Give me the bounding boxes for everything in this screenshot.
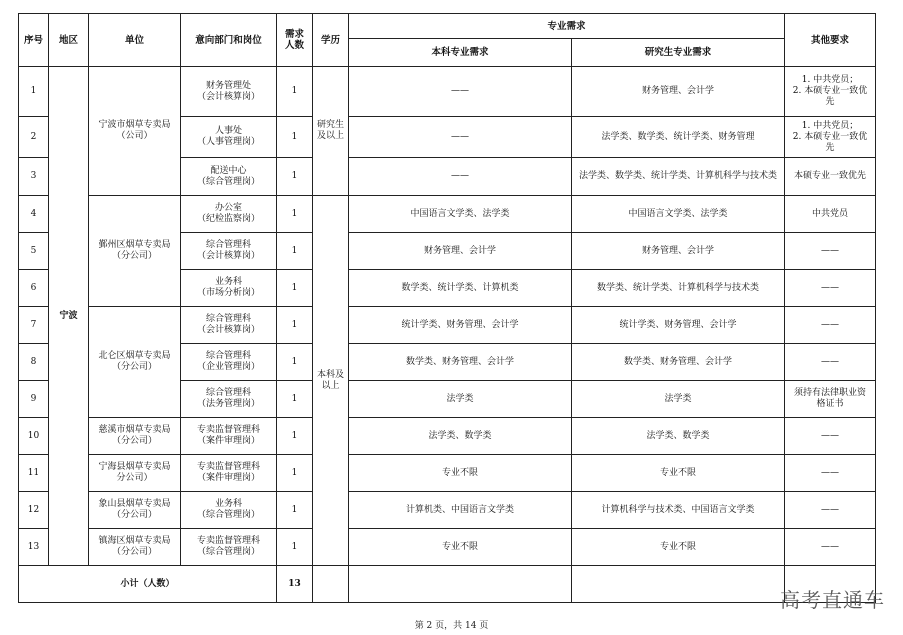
major-undergrad-cell: 中国语言文学类、法学类 <box>349 196 572 233</box>
other-cell: —— <box>785 418 876 455</box>
dept-cell <box>181 117 277 158</box>
region-cell: 宁波 <box>49 67 89 566</box>
other-cell: —— <box>785 270 876 307</box>
dept-position: （案件审理岗） <box>196 473 260 483</box>
header-other: 其他要求 <box>785 14 876 67</box>
major-grad-cell: 法学类 <box>572 381 785 418</box>
major-grad-cell: 计算机科学与技术类、中国语言文学类 <box>572 492 785 529</box>
unit-cell <box>89 67 181 196</box>
major-grad-cell: 中国语言文学类、法学类 <box>572 196 785 233</box>
row-seq: 11 <box>19 455 49 492</box>
row-count: 1 <box>277 418 313 455</box>
row-seq: 3 <box>19 158 49 196</box>
unit-name: 鄞州区烟草专卖局 <box>98 240 171 250</box>
table-row <box>19 196 876 233</box>
unit-suffix: （分公司） <box>111 547 157 557</box>
other-cell: 本硕专业一致优先 <box>785 158 876 196</box>
table-row <box>19 418 876 455</box>
dept-position: （企业管理岗） <box>196 362 260 372</box>
major-undergrad-cell: 法学类、数学类 <box>349 418 572 455</box>
unit-name: 北仑区烟草专卖局 <box>98 351 171 361</box>
other-line: 1. 中共党员； <box>801 75 859 85</box>
row-seq: 2 <box>19 117 49 158</box>
unit-cell <box>89 492 181 529</box>
dept-name: 综合管理科 <box>205 314 251 324</box>
education-cell <box>313 67 349 196</box>
dept-cell <box>181 270 277 307</box>
dept-name: 配送中心 <box>210 165 247 176</box>
major-undergrad-cell: 专业不限 <box>349 529 572 566</box>
dept-position: （综合管理岗） <box>196 176 260 187</box>
major-grad-cell: 数学类、财务管理、会计学 <box>572 344 785 381</box>
other-line: 2. 本硕专业一致优 <box>792 86 868 96</box>
major-grad-cell: 法学类、数学类、统计学类、财务管理 <box>572 117 785 158</box>
education-cell <box>313 196 349 566</box>
row-count: 1 <box>277 196 313 233</box>
row-count: 1 <box>277 381 313 418</box>
dept-cell <box>181 344 277 381</box>
dept-position: （市场分析岗） <box>196 288 260 298</box>
header-count <box>277 14 313 67</box>
major-undergrad-cell: 财务管理、会计学 <box>349 233 572 270</box>
row-seq: 9 <box>19 381 49 418</box>
watermark: 高考直通车 <box>780 588 885 612</box>
other-cell <box>785 67 876 117</box>
table-row <box>19 455 876 492</box>
row-seq: 1 <box>19 67 49 117</box>
major-grad-cell: 法学类、数学类 <box>572 418 785 455</box>
dept-cell <box>181 529 277 566</box>
unit-suffix: （分公司） <box>111 510 157 520</box>
row-count: 1 <box>277 67 313 117</box>
unit-name: 镇海区烟草专卖局 <box>98 536 171 546</box>
subtotal-count: 13 <box>277 566 313 603</box>
other-cell: —— <box>785 307 876 344</box>
major-undergrad-cell: 计算机类、中国语言文学类 <box>349 492 572 529</box>
dept-cell <box>181 233 277 270</box>
recruitment-table <box>18 13 876 603</box>
major-grad-cell: 财务管理、会计学 <box>572 67 785 117</box>
dept-position: （纪检监察岗） <box>196 214 260 224</box>
other-line: 格证书 <box>816 399 844 409</box>
row-seq: 7 <box>19 307 49 344</box>
row-count: 1 <box>277 344 313 381</box>
dept-cell <box>181 196 277 233</box>
subtotal-empty-cell <box>349 566 572 603</box>
row-count: 1 <box>277 158 313 196</box>
row-seq: 10 <box>19 418 49 455</box>
table-row <box>19 529 876 566</box>
unit-cell <box>89 196 181 307</box>
other-cell: 中共党员 <box>785 196 876 233</box>
dept-cell <box>181 381 277 418</box>
major-grad-cell: 专业不限 <box>572 529 785 566</box>
dept-cell <box>181 418 277 455</box>
other-cell: —— <box>785 455 876 492</box>
dept-name: 专卖监督管理科 <box>196 536 260 546</box>
unit-cell <box>89 307 181 418</box>
dept-name: 综合管理科 <box>205 388 251 398</box>
row-seq: 12 <box>19 492 49 529</box>
education-line2: 及以上 <box>316 131 344 141</box>
table-row <box>19 67 876 117</box>
table-row <box>19 307 876 344</box>
other-cell: —— <box>785 529 876 566</box>
dept-cell <box>181 158 277 196</box>
header-major-grad: 研究生专业需求 <box>572 39 785 67</box>
major-grad-cell: 统计学类、财务管理、会计学 <box>572 307 785 344</box>
dept-position: （会计核算岗） <box>196 251 260 261</box>
other-cell: —— <box>785 233 876 270</box>
row-seq: 8 <box>19 344 49 381</box>
header-count-line1: 需求 <box>284 29 304 40</box>
dept-name: 专卖监督管理科 <box>196 462 260 472</box>
unit-name: 象山县烟草专卖局 <box>98 499 171 509</box>
header-major-group: 专业需求 <box>349 14 785 39</box>
education-line1: 本科及 <box>316 369 344 380</box>
dept-name: 业务科 <box>214 277 242 287</box>
row-count: 1 <box>277 270 313 307</box>
education-line2: 以上 <box>321 380 340 391</box>
other-line: 先 <box>825 97 835 107</box>
row-seq: 4 <box>19 196 49 233</box>
row-count: 1 <box>277 117 313 158</box>
major-grad-cell: 专业不限 <box>572 455 785 492</box>
dept-position: （综合管理岗） <box>196 547 260 557</box>
header-dept: 意向部门和岗位 <box>181 14 277 67</box>
unit-suffix: （分公司） <box>111 251 157 261</box>
other-cell: —— <box>785 344 876 381</box>
page-number: 第 2 页，共 14 页 <box>414 621 489 631</box>
row-seq: 5 <box>19 233 49 270</box>
dept-position: （人事管理岗） <box>196 137 260 147</box>
unit-name: 慈溪市烟草专卖局 <box>98 425 171 435</box>
unit-suffix: （分公司） <box>111 436 157 446</box>
major-undergrad-cell: —— <box>349 117 572 158</box>
major-undergrad-cell: 统计学类、财务管理、会计学 <box>349 307 572 344</box>
major-undergrad-cell: 法学类 <box>349 381 572 418</box>
dept-name: 业务科 <box>214 499 242 509</box>
major-grad-cell: 财务管理、会计学 <box>572 233 785 270</box>
education-line1: 研究生 <box>316 120 344 130</box>
dept-name: 综合管理科 <box>205 351 251 361</box>
subtotal-empty-cell <box>313 566 349 603</box>
unit-suffix: （分公司） <box>111 362 157 372</box>
header-seq: 序号 <box>19 14 49 67</box>
major-grad-cell: 数学类、统计学类、计算机科学与技术类 <box>572 270 785 307</box>
dept-position: （案件审理岗） <box>196 436 260 446</box>
header-unit: 单位 <box>89 14 181 67</box>
row-count: 1 <box>277 307 313 344</box>
subtotal-empty-cell <box>572 566 785 603</box>
other-line: 2. 本硕专业一致优 <box>792 131 868 142</box>
row-seq: 6 <box>19 270 49 307</box>
major-undergrad-cell: —— <box>349 67 572 117</box>
subtotal-label: 小计（人数） <box>19 566 277 603</box>
header-count-line2: 人数 <box>284 40 304 51</box>
unit-suffix: 分公司） <box>116 473 153 483</box>
header-major-undergrad: 本科专业需求 <box>349 39 572 67</box>
row-seq: 13 <box>19 529 49 566</box>
dept-cell <box>181 492 277 529</box>
unit-cell <box>89 529 181 566</box>
major-undergrad-cell: —— <box>349 158 572 196</box>
dept-name: 专卖监督管理科 <box>196 425 260 435</box>
other-line: 先 <box>825 142 835 153</box>
row-count: 1 <box>277 455 313 492</box>
major-undergrad-cell: 数学类、财务管理、会计学 <box>349 344 572 381</box>
other-line: 须持有法律职业资 <box>794 388 867 398</box>
unit-name: 宁波市烟草专卖局 <box>98 120 171 130</box>
dept-position: （综合管理岗） <box>196 510 260 520</box>
dept-position: （会计核算岗） <box>196 325 260 335</box>
dept-position: （会计核算岗） <box>196 91 260 102</box>
subtotal-row <box>19 566 876 603</box>
other-line: 1. 中共党员； <box>801 120 859 131</box>
unit-cell <box>89 455 181 492</box>
unit-suffix: （公司） <box>116 131 153 141</box>
dept-name: 综合管理科 <box>205 240 251 250</box>
row-count: 1 <box>277 529 313 566</box>
dept-name: 财务管理处 <box>205 80 251 91</box>
unit-name: 宁海县烟草专卖局 <box>98 462 171 472</box>
table-row <box>19 492 876 529</box>
dept-cell <box>181 307 277 344</box>
dept-cell <box>181 455 277 492</box>
major-undergrad-cell: 数学类、统计学类、计算机类 <box>349 270 572 307</box>
dept-cell <box>181 67 277 117</box>
major-undergrad-cell: 专业不限 <box>349 455 572 492</box>
dept-name: 人事处 <box>214 126 242 136</box>
unit-cell <box>89 418 181 455</box>
other-cell <box>785 117 876 158</box>
other-cell <box>785 381 876 418</box>
header-education: 学历 <box>313 14 349 67</box>
major-grad-cell: 法学类、数学类、统计学类、计算机科学与技术类 <box>572 158 785 196</box>
dept-position: （法务管理岗） <box>196 399 260 409</box>
row-count: 1 <box>277 233 313 270</box>
other-cell: —— <box>785 492 876 529</box>
dept-name: 办公室 <box>214 203 242 213</box>
row-count: 1 <box>277 492 313 529</box>
header-region: 地区 <box>49 14 89 67</box>
